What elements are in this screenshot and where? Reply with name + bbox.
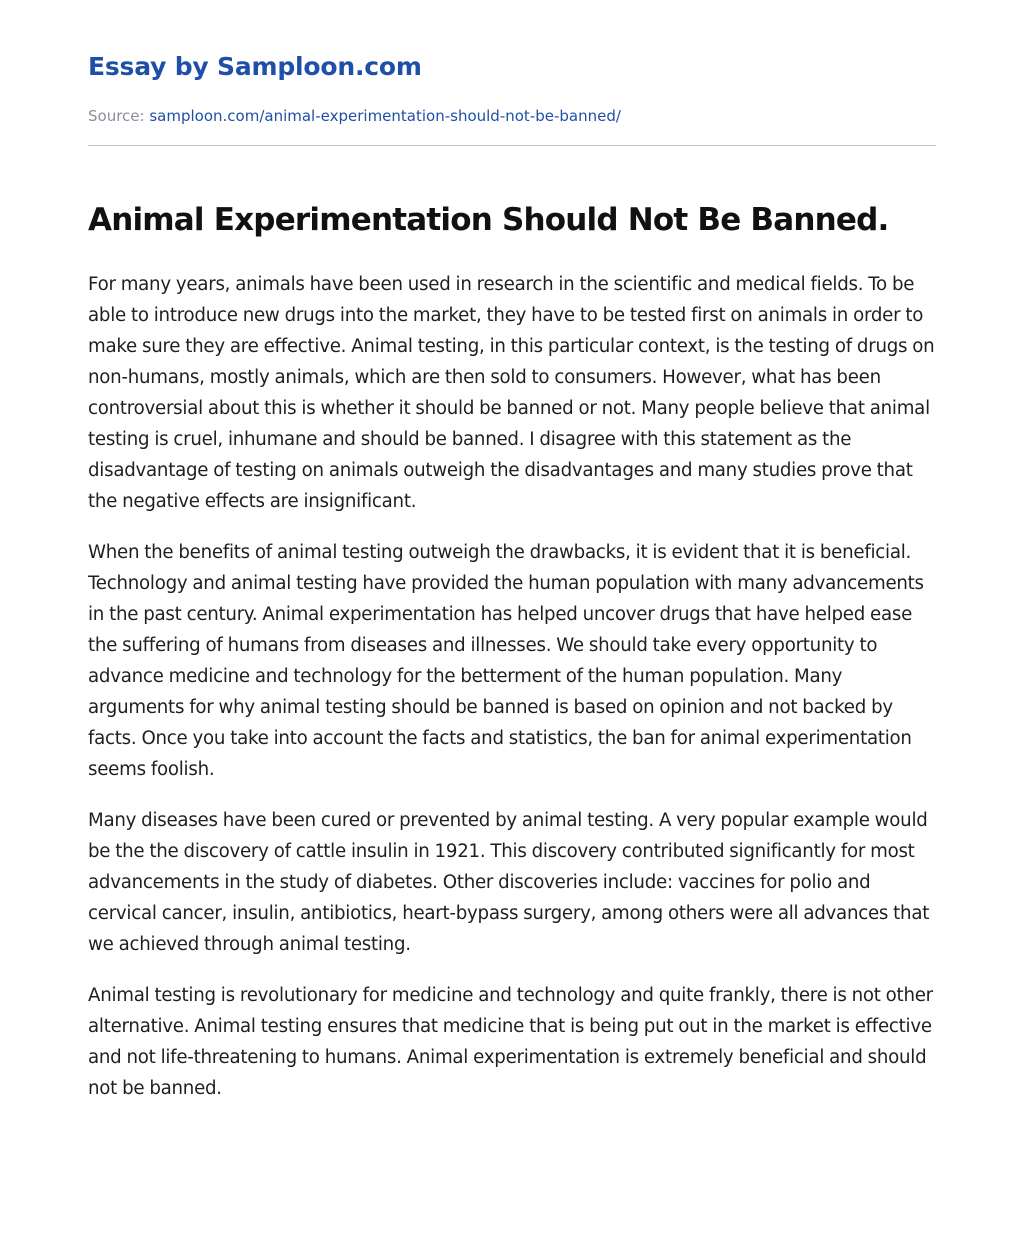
source-line	[88, 107, 621, 125]
essay-title: Animal Experimentation Should Not Be Banned.	[88, 202, 889, 238]
essay-paragraph: Many diseases have been cured or prevented by animal testing. A very popular example would be the the discovery of cattle insulin in 1921. This discovery contributed significantly for most advancements in the study of diabetes. Other discoveries include: vaccines for polio and cervical cancer, insulin, antibiotics, heart-bypass surgery, among others were all advances that we achieved through animal testing.	[88, 810, 930, 955]
source-link[interactable]: samploon.com/animal-experimentation-should-not-be-banned/	[149, 107, 621, 125]
site-brand[interactable]: Essay by Samploon.com	[88, 52, 422, 81]
essay-paragraph: Animal testing is revolutionary for medicine and technology and quite frankly, there is not other alternative. Animal testing ensures that medicine that is being put out in the market is effective and not life-threatening to humans. Animal experimentation is extremely beneficial and should not be banned.	[88, 985, 933, 1099]
essay-body	[88, 269, 936, 1124]
essay-paragraph: For many years, animals have been used in research in the scientific and medical fields. To be able to introduce new drugs into the market, they have to be tested first on animals in order to make sure they are effective. Animal testing, in this particular context, is the testing of drugs on non-humans, mostly animals, which are then sold to consumers. However, what has been controversial about this is whether it should be banned or not. Many people believe that animal testing is cruel, inhumane and should be banned. I disagree with this statement as the disadvantage of testing on animals outweigh the disadvantages and many studies prove that the negative effects are insignificant.	[88, 274, 935, 512]
header-divider	[88, 145, 936, 146]
source-label: Source:	[88, 107, 145, 125]
essay-paragraph: When the benefits of animal testing outweigh the drawbacks, it is evident that it is beneficial. Technology and animal testing have provided the human population with many advancements in the past century. Animal experimentation has helped uncover drugs that have helped ease the suffering of humans from diseases and illnesses. We should take every opportunity to advance medicine and technology for the betterment of the human population. Many arguments for why animal testing should be banned is based on opinion and not backed by facts. Once you take into account the facts and statistics, the ban for animal experimentation seems foolish.	[88, 542, 924, 780]
